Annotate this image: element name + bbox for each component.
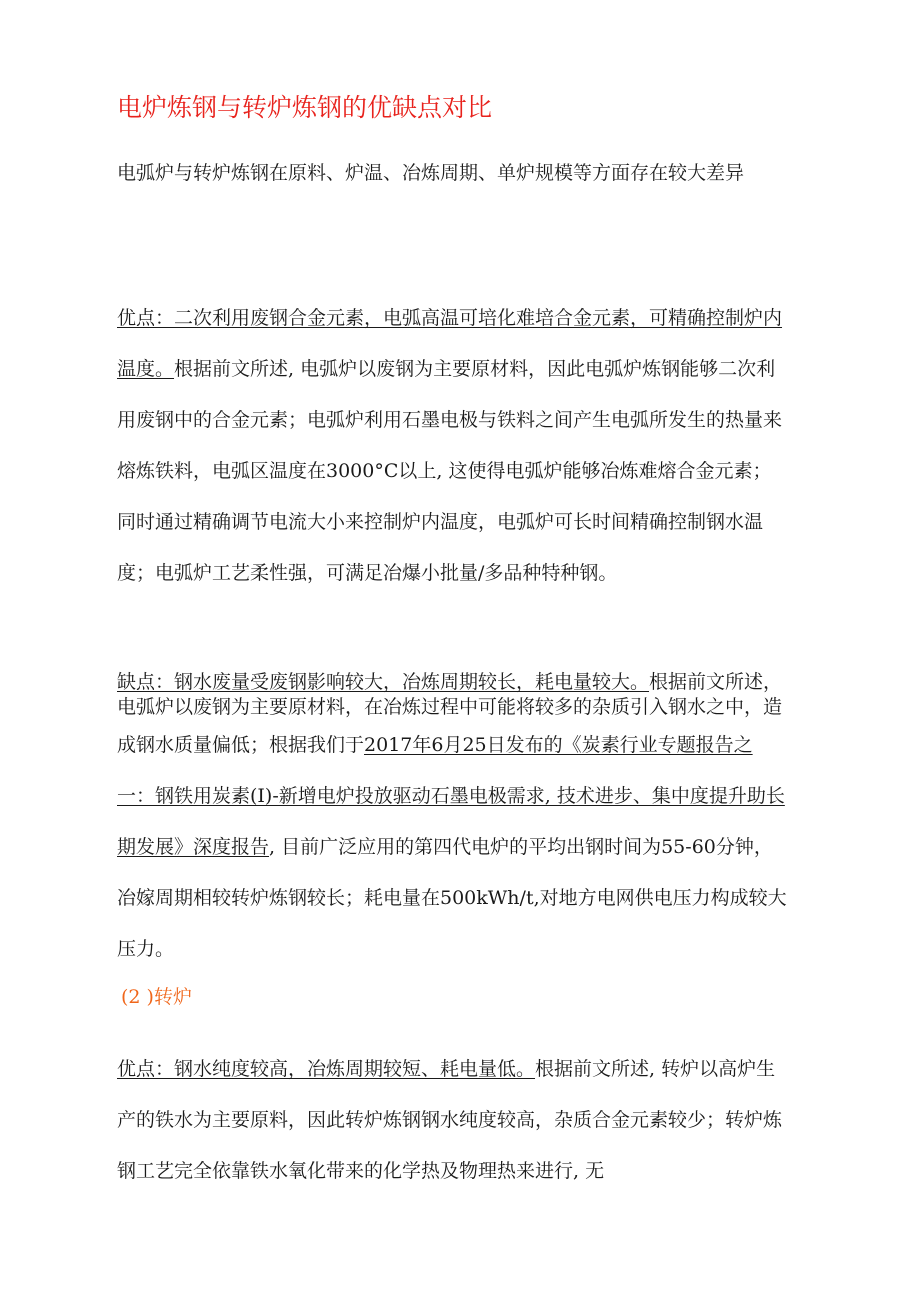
eaf-advantages-lead: 优点：二次利用废钢合金元素，电弧高温可培化难培合金元素，可精确控制炉内温度。 — [117, 307, 783, 380]
eaf-advantages-paragraph — [117, 293, 787, 599]
section-heading-converter: (2 )转炉 — [121, 986, 192, 1008]
page-title: 电炉炼钢与转炉炼钢的优缺点对比 — [117, 93, 493, 122]
eaf-disadvantages-lead: 缺点：钢水废量受废钢影响较大，冶炼周期较长，耗电量较大。 — [117, 671, 650, 693]
converter-advantages-lead: 优点：钢水纯度较高，冶炼周期较短、耗电量低。 — [117, 1058, 536, 1080]
eaf-disadvantages-body-part2: , 目前广泛应用的第四代电炉的平均出钢时间为55-60分钟，冶嫁周期相较转炉炼钢较长；耗电量在500kWh/t,对地方电网供电压力构成较大压力。 — [117, 836, 787, 960]
eaf-disadvantages-body-part1: 根据前文所述，电弧炉以废钢为主要原材料，在冶炼过程中可能将较多的杂质引入钢水之中，造成钢水质量偏低；根据我们于 — [117, 671, 783, 756]
intro-paragraph: 电弧炉与转炉炼钢在原料、炉温、冶炼周期、单炉规模等方面存在较大差异 — [117, 162, 745, 184]
report-reference: 2017年6月25日发布的《炭素行业专题报告之一：钢铁用炭素(I)-新增电炉投放驱动石墨电极需求, 技术进步、集中度提升助长期发展》深度报告 — [117, 734, 785, 858]
eaf-advantages-body: 根据前文所述, 电弧炉以废钢为主要原材料，因此电弧炉炼钢能够二次利用废钢中的合金元素；电弧炉利用石墨电极与铁料之间产生电弧所发生的热量来熔炼铁料，电弧区温度在3000°C以上, 这使得电弧炉能够冶炼难熔合金元素；同时通过精确调节电流大小来控制炉内温度，电弧炉可长时间精确控制钢水温度；电弧炉工艺柔性强，可满足冶爆小批量/多品种特种钢。 — [117, 358, 783, 584]
converter-advantages-body: 根据前文所述, 转炉以高炉生产的铁水为主要原料，因此转炉炼钢钢水纯度较高，杂质合金元素较少；转炉炼钢工艺完全依靠铁水氧化带来的化学热及物理热来进行, 无 — [117, 1058, 783, 1182]
converter-advantages-paragraph — [117, 1044, 787, 1197]
eaf-disadvantages-paragraph — [117, 670, 787, 975]
